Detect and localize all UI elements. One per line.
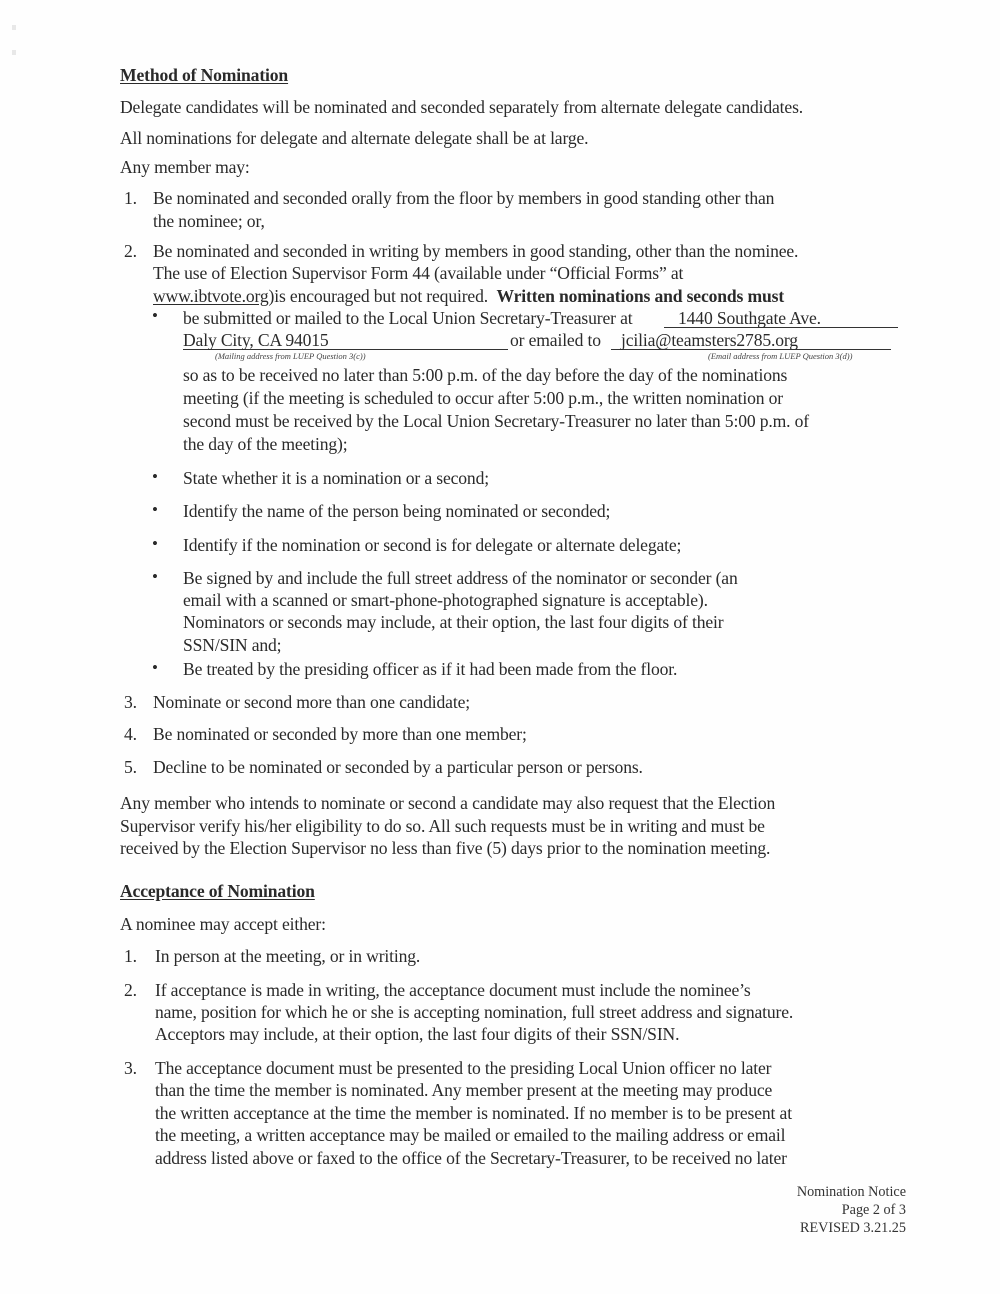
bullet-icon: • [152, 306, 158, 325]
bullet-text: Nominators or seconds may include, at their option, the last four digits of their [183, 612, 724, 632]
list-item-text: Decline to be nominated or seconded by a particular person or persons. [153, 757, 643, 777]
bullet-icon: • [152, 500, 158, 519]
bullet-continuation: so as to be received no later than 5:00 p.m. of the day before the day of the nominations [183, 365, 788, 385]
bullet-continuation: second must be received by the Local Union Secretary-Treasurer no later than 5:00 p.m. of [183, 411, 810, 431]
list-item-text: If acceptance is made in writing, the acceptance document must include the nominee’s [155, 980, 751, 1000]
list-item-text: The use of Election Supervisor Form 44 (available under “Official Forms” at [153, 263, 684, 283]
bullet-continuation: meeting (if the meeting is scheduled to occur after 5:00 p.m., the written nomination or [183, 388, 783, 408]
paragraph-line: Supervisor verify his/her eligibility to do so. All such requests must be in writing and must be [120, 816, 765, 836]
bullet-icon: • [152, 658, 158, 677]
ibtvote-link[interactable]: www.ibtvote.org [153, 286, 269, 306]
email-prefix: or emailed to [510, 330, 601, 350]
list-item-text: the meeting, a written acceptance may be mailed or emailed to the mailing address or email [155, 1125, 786, 1145]
paragraph-line: Any member who intends to nominate or second a candidate may also request that the Election [120, 793, 776, 813]
list-item-text: Be nominated and seconded orally from the floor by members in good standing other than [153, 188, 775, 208]
bullet-text: be submitted or mailed to the Local Union Secretary-Treasurer at [183, 308, 633, 328]
list-item-text: Nominate or second more than one candidate; [153, 692, 470, 712]
list-item-text: The acceptance document must be presented to the presiding Local Union officer no later [155, 1058, 772, 1078]
list-item-text: address listed above or faxed to the office of the Secretary-Treasurer, to be received no later [155, 1148, 787, 1168]
bullet-icon: • [152, 534, 158, 553]
list-item-text: the nominee; or, [153, 211, 265, 231]
bullet-icon: • [152, 567, 158, 586]
list-item-text: name, position for which he or she is accepting nomination, full street address and signature. [155, 1002, 794, 1022]
bullet-text: Be treated by the presiding officer as if it had been made from the floor. [183, 659, 678, 679]
intro-line: A nominee may accept either: [120, 914, 326, 934]
text: )is encouraged but not required. [268, 286, 488, 306]
scan-mark [12, 25, 16, 30]
bullet-continuation: the day of the meeting); [183, 434, 348, 454]
bold-text: Written nominations and seconds must [496, 286, 785, 306]
email-field: jcilia@teamsters2785.org [621, 330, 798, 350]
list-item-text: than the time the member is nominated. Any member present at the meeting may produce [155, 1080, 773, 1100]
footer-page-number: Page 2 of 3 [841, 1202, 906, 1218]
bullet-icon: • [152, 467, 158, 486]
list-item-text: In person at the meeting, or in writing. [155, 946, 421, 966]
list-number: 3. [124, 692, 137, 712]
address-line1-field: 1440 Southgate Ave. [678, 308, 821, 328]
list-number: 1. [124, 946, 137, 966]
bullet-text: SSN/SIN and; [183, 635, 282, 655]
footer-title: Nomination Notice [796, 1184, 906, 1200]
email-caption: (Email address from LUEP Question 3(d)) [708, 351, 853, 361]
list-number: 4. [124, 724, 137, 744]
section-heading-method: Method of Nomination [120, 65, 289, 85]
address-line2-field: Daly City, CA 94015 [183, 330, 329, 350]
paragraph-line: received by the Election Supervisor no less than five (5) days prior to the nomination meeting. [120, 838, 771, 858]
list-number: 2. [124, 980, 137, 1000]
list-number: 3. [124, 1058, 137, 1078]
footer-revised-date: REVISED 3.21.25 [799, 1220, 906, 1236]
list-number: 5. [124, 757, 137, 777]
section-heading-acceptance: Acceptance of Nomination [120, 881, 315, 901]
mailing-caption: (Mailing address from LUEP Question 3(c)) [215, 351, 366, 361]
list-number: 2. [124, 241, 137, 261]
list-number: 1. [124, 188, 137, 208]
scan-mark [12, 50, 16, 55]
intro-line: Any member may: [120, 157, 250, 177]
list-item-text: Be nominated or seconded by more than one member; [153, 724, 527, 744]
list-item-text: Be nominated and seconded in writing by members in good standing, other than the nominee. [153, 241, 799, 261]
list-item-text-line3 [153, 285, 784, 307]
bullet-text: email with a scanned or smart-phone-photographed signature is acceptable). [183, 590, 708, 610]
intro-line: All nominations for delegate and alternate delegate shall be at large. [120, 128, 589, 148]
bullet-text: Identify the name of the person being nominated or seconded; [183, 501, 611, 521]
list-item-text: the written acceptance at the time the member is nominated. If no member is to be present at [155, 1103, 792, 1123]
intro-line: Delegate candidates will be nominated and seconded separately from alternate delegate candidates. [120, 97, 804, 117]
bullet-text: State whether it is a nomination or a second; [183, 468, 489, 488]
list-item-text: Acceptors may include, at their option, the last four digits of their SSN/SIN. [155, 1024, 680, 1044]
bullet-text: Be signed by and include the full street address of the nominator or seconder (an [183, 568, 738, 588]
bullet-text: Identify if the nomination or second is for delegate or alternate delegate; [183, 535, 682, 555]
